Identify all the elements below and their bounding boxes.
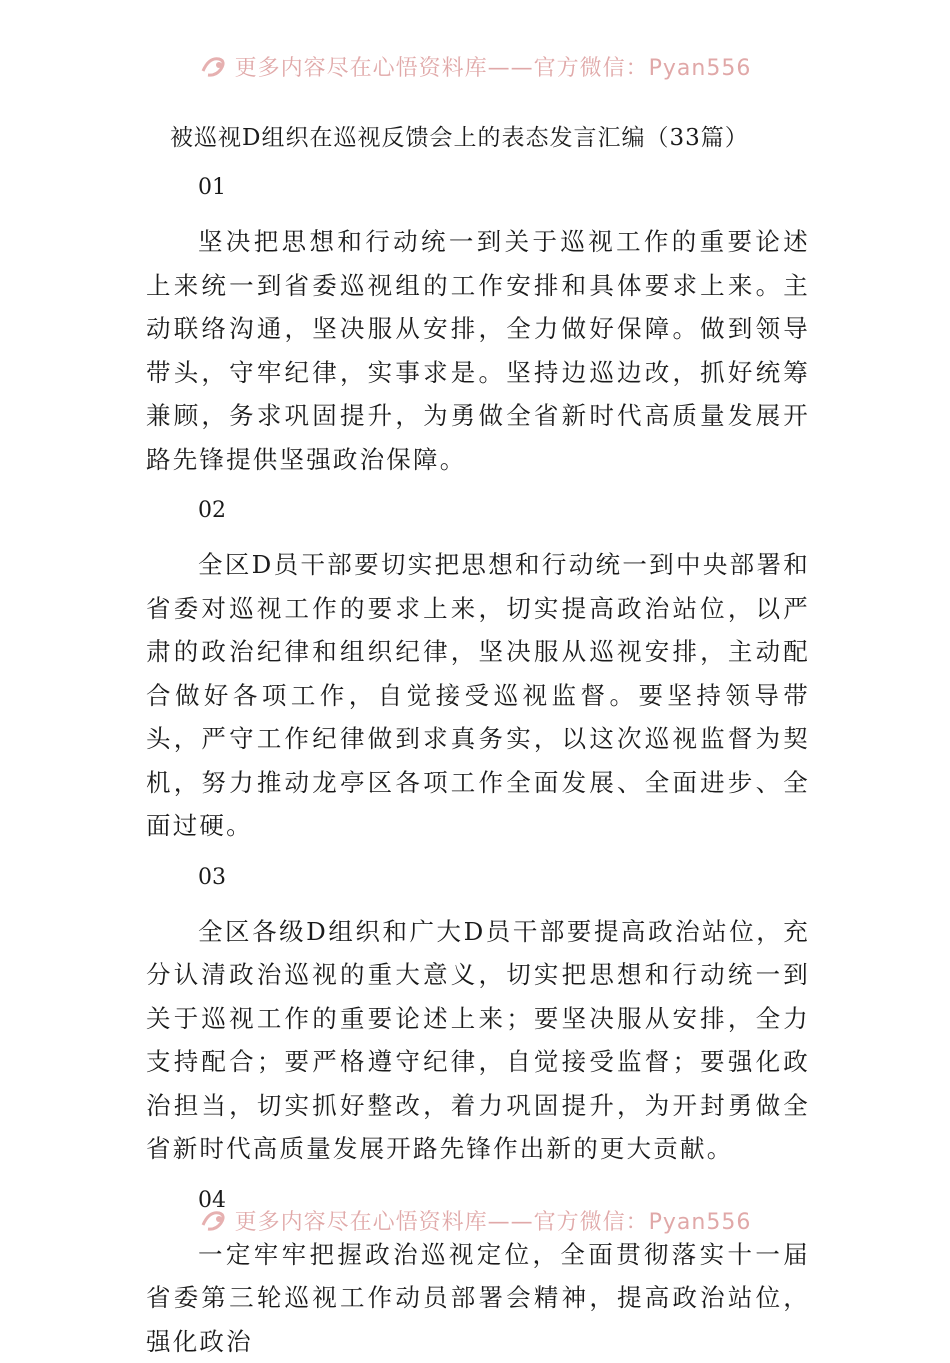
section-number: 03 [146, 856, 810, 900]
section-number: 04 [146, 1179, 810, 1223]
section-number: 02 [146, 489, 810, 533]
watermark-logo-icon [199, 51, 229, 81]
watermark-text: 更多内容尽在心悟资料库——官方微信：Pyan556 [235, 51, 752, 82]
watermark-footer [0, 1200, 950, 1240]
section-number: 01 [146, 166, 810, 210]
document-body [146, 118, 810, 1363]
document-title: 被巡视D组织在巡视反馈会上的表态发言汇编（33篇） [146, 118, 810, 158]
watermark-logo-icon [199, 1205, 229, 1235]
section-paragraph: 坚决把思想和行动统一到关于巡视工作的重要论述上来统一到省委巡视组的工作安排和具体要求上来。主动联络沟通，坚决服从安排，全力做好保障。做到领导带头，守牢纪律，实事求是。坚持边巡边改，抓好统筹兼顾，务求巩固提升，为勇做全省新时代高质量发展开路先锋提供坚强政治保障。 [146, 220, 810, 481]
section-paragraph: 全区D员干部要切实把思想和行动统一到中央部署和省委对巡视工作的要求上来，切实提高政治站位，以严肃的政治纪律和组织纪律，坚决服从巡视安排，主动配合做好各项工作，自觉接受巡视监督。要坚持领导带头，严守工作纪律做到求真务实，以这次巡视监督为契机，努力推动龙亭区各项工作全面发展、全面进步、全面过硬。 [146, 543, 810, 848]
section-paragraph: 全区各级D组织和广大D员干部要提高政治站位，充分认清政治巡视的重大意义，切实把思想和行动统一到关于巡视工作的重要论述上来；要坚决服从安排，全力支持配合；要严格遵守纪律，自觉接受监督；要强化政治担当，切实抓好整改，着力巩固提升，为开封勇做全省新时代高质量发展开路先锋作出新的更大贡献。 [146, 910, 810, 1171]
watermark-header [0, 46, 950, 86]
section-paragraph: 一定牢牢把握政治巡视定位，全面贯彻落实十一届省委第三轮巡视工作动员部署会精神，提高政治站位，强化政治 [146, 1233, 810, 1363]
watermark-text: 更多内容尽在心悟资料库——官方微信：Pyan556 [235, 1205, 752, 1236]
